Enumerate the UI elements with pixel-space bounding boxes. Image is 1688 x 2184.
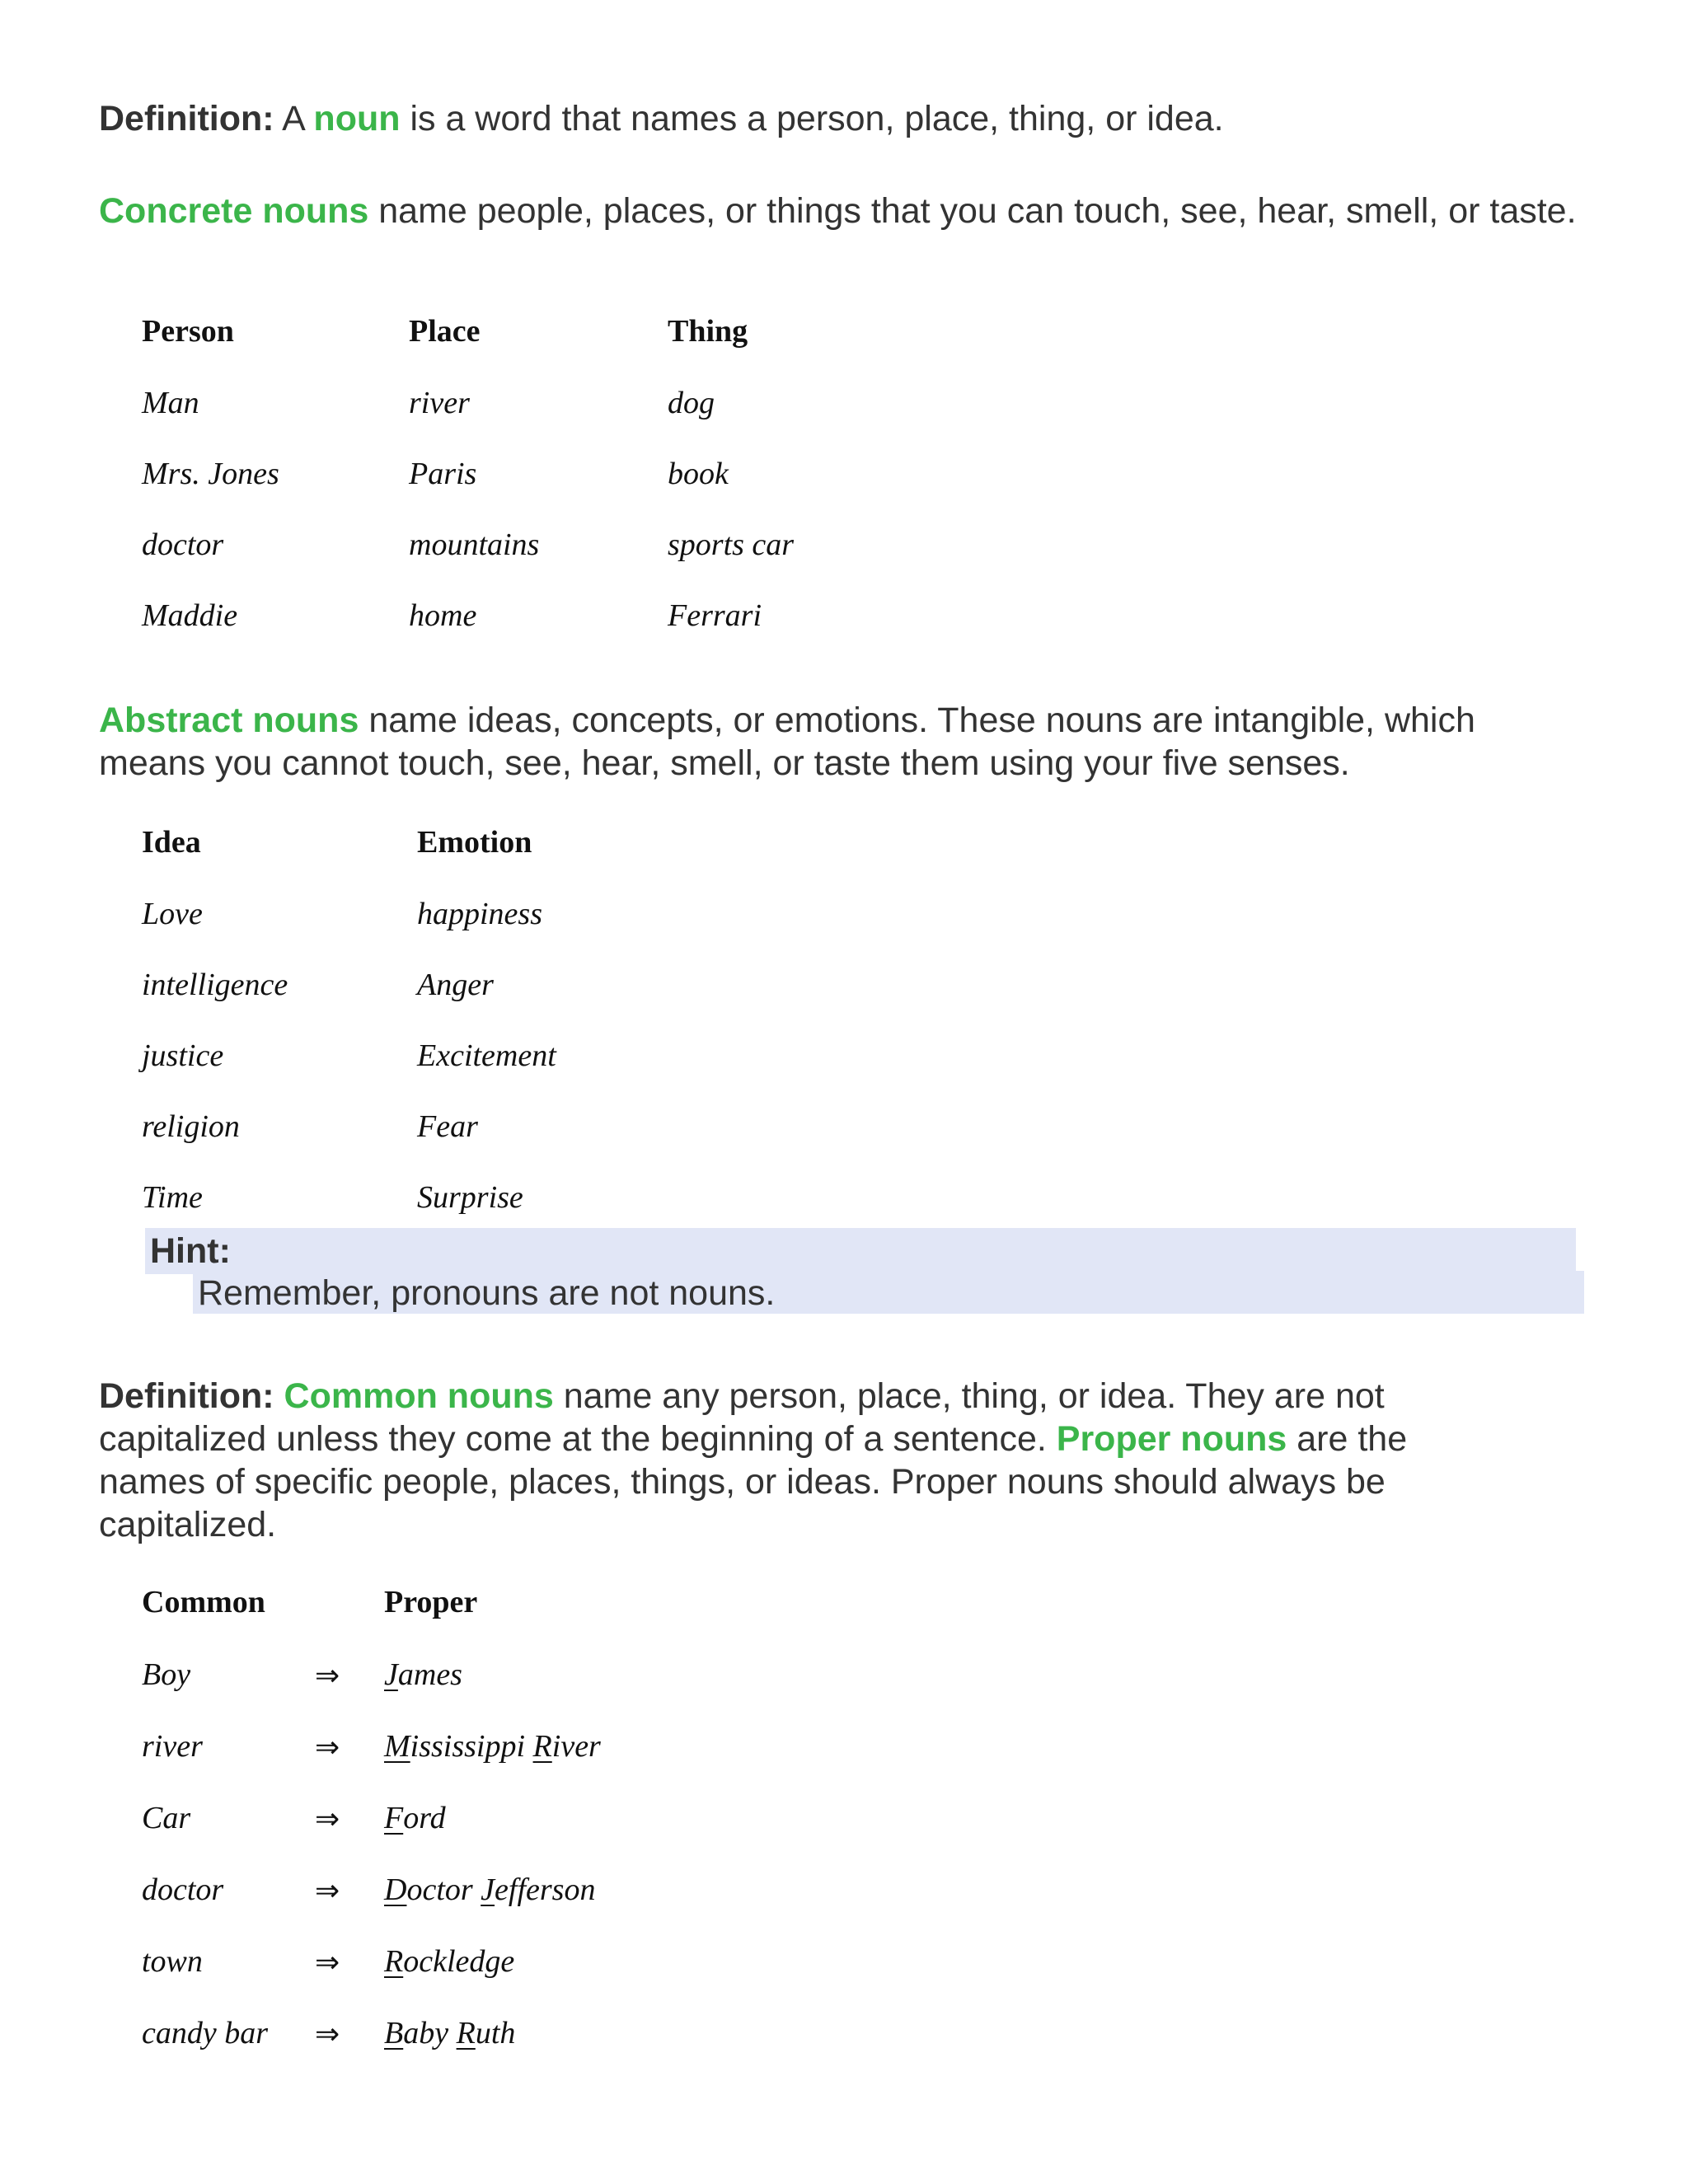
table-cell: Maddie bbox=[142, 598, 238, 633]
table-cell-common: candy bar bbox=[142, 2016, 269, 2050]
table-cell: religion bbox=[142, 1109, 240, 1144]
capital-letter: R bbox=[384, 1944, 404, 1979]
word-rest: ames bbox=[397, 1657, 462, 1692]
common-proper-definition bbox=[99, 1375, 1517, 1546]
table-cell: dog bbox=[668, 386, 715, 420]
concrete-nouns-text: name people, places, or things that you can touch, see, hear, smell, or taste. bbox=[368, 191, 1577, 231]
table-cell: home bbox=[409, 598, 477, 633]
capital-letter: M bbox=[384, 1729, 410, 1764]
table-cell: doctor bbox=[142, 527, 224, 562]
hint-label: Hint: bbox=[150, 1231, 231, 1271]
table-cell-proper bbox=[384, 1943, 514, 1980]
concrete-nouns-term: Concrete nouns bbox=[99, 191, 369, 231]
capital-letter: B bbox=[384, 2016, 404, 2050]
arrow-icon: ⇒ bbox=[315, 2018, 340, 2050]
table-cell: sports car bbox=[668, 527, 795, 562]
proper-nouns-text: are the names of specific people, places, things, or ideas. Proper nouns should always be capitalized. bbox=[99, 1419, 1408, 1544]
table-header: Emotion bbox=[417, 825, 532, 860]
table-cell-proper bbox=[384, 1800, 446, 1836]
table-cell: happiness bbox=[417, 897, 542, 931]
abstract-nouns-term: Abstract nouns bbox=[99, 701, 359, 740]
concrete-nouns-paragraph bbox=[99, 190, 1582, 232]
arrow-icon: ⇒ bbox=[315, 1731, 340, 1764]
table-header: Proper bbox=[384, 1585, 478, 1619]
table-cell-proper bbox=[384, 2015, 515, 2051]
capital-letter: D bbox=[384, 1872, 407, 1907]
table-header: Thing bbox=[668, 314, 748, 349]
definition-label: Definition: bbox=[99, 99, 274, 138]
word-rest: octor bbox=[406, 1872, 473, 1907]
word-rest: efferson bbox=[495, 1872, 596, 1907]
table-cell: Ferrari bbox=[668, 598, 762, 633]
table-header: Idea bbox=[142, 825, 201, 860]
table-cell: Excitement bbox=[417, 1038, 556, 1073]
table-cell: Man bbox=[142, 386, 199, 420]
capital-letter: R bbox=[456, 2016, 476, 2050]
table-cell: Paris bbox=[409, 457, 477, 491]
table-header: Place bbox=[409, 314, 481, 349]
capital-letter: J bbox=[384, 1657, 398, 1692]
proper-nouns-term: Proper nouns bbox=[1056, 1419, 1287, 1459]
capital-letter: J bbox=[481, 1872, 495, 1907]
capital-letter: F bbox=[384, 1801, 404, 1835]
table-cell-common: river bbox=[142, 1729, 203, 1764]
common-nouns-text: name any person, place, thing, or idea. They are not capitalized unless they come at the beginning of a sentence. bbox=[99, 1376, 1385, 1459]
abstract-nouns-table bbox=[138, 824, 880, 1220]
table-cell: justice bbox=[142, 1038, 224, 1073]
hint-text: Remember, pronouns are not nouns. bbox=[198, 1273, 776, 1313]
definition-post: is a word that names a person, place, thing, or idea. bbox=[400, 99, 1224, 138]
table-header: Person bbox=[142, 314, 234, 349]
table-cell-common: town bbox=[142, 1944, 203, 1979]
definition-label-2: Definition: bbox=[99, 1376, 274, 1416]
table-cell: mountains bbox=[409, 527, 540, 562]
table-cell-proper bbox=[384, 1872, 595, 1908]
word-rest: aby bbox=[403, 2016, 449, 2050]
table-cell: Love bbox=[142, 897, 203, 931]
hint-box bbox=[145, 1228, 1576, 1274]
table-cell-proper bbox=[384, 1728, 601, 1765]
table-cell: river bbox=[409, 386, 470, 420]
table-header: Common bbox=[142, 1585, 265, 1619]
noun-term: noun bbox=[313, 99, 401, 138]
word-rest: uth bbox=[475, 2016, 516, 2050]
common-nouns-term: Common nouns bbox=[284, 1376, 554, 1416]
arrow-icon: ⇒ bbox=[315, 1874, 340, 1907]
abstract-nouns-text: name ideas, concepts, or emotions. These nouns are intangible, which means you cannot touch, see, hear, smell, or taste them using your five senses. bbox=[99, 701, 1475, 783]
table-cell: Anger bbox=[417, 968, 494, 1002]
abstract-nouns-paragraph bbox=[99, 699, 1582, 785]
word-rest: ississippi bbox=[410, 1729, 526, 1764]
arrow-icon: ⇒ bbox=[315, 1659, 340, 1692]
table-cell: Surprise bbox=[417, 1180, 523, 1215]
arrow-icon: ⇒ bbox=[315, 1802, 340, 1835]
arrow-icon: ⇒ bbox=[315, 1946, 340, 1979]
table-cell: Mrs. Jones bbox=[142, 457, 279, 491]
table-cell: intelligence bbox=[142, 968, 288, 1002]
table-cell: book bbox=[668, 457, 729, 491]
table-cell-common: Car bbox=[142, 1801, 191, 1835]
capital-letter: R bbox=[532, 1729, 552, 1764]
common-proper-table bbox=[138, 1584, 880, 2050]
table-cell-common: doctor bbox=[142, 1872, 224, 1907]
noun-definition bbox=[99, 97, 1582, 140]
word-rest: ockledge bbox=[403, 1944, 515, 1979]
table-cell: Fear bbox=[417, 1109, 478, 1144]
table-cell-proper bbox=[384, 1657, 462, 1693]
concrete-nouns-table bbox=[138, 313, 880, 643]
table-cell-common: Boy bbox=[142, 1657, 191, 1692]
word-rest: ord bbox=[403, 1801, 446, 1835]
definition-pre: A bbox=[274, 99, 314, 138]
word-rest: iver bbox=[551, 1729, 601, 1764]
table-cell: Time bbox=[142, 1180, 203, 1215]
